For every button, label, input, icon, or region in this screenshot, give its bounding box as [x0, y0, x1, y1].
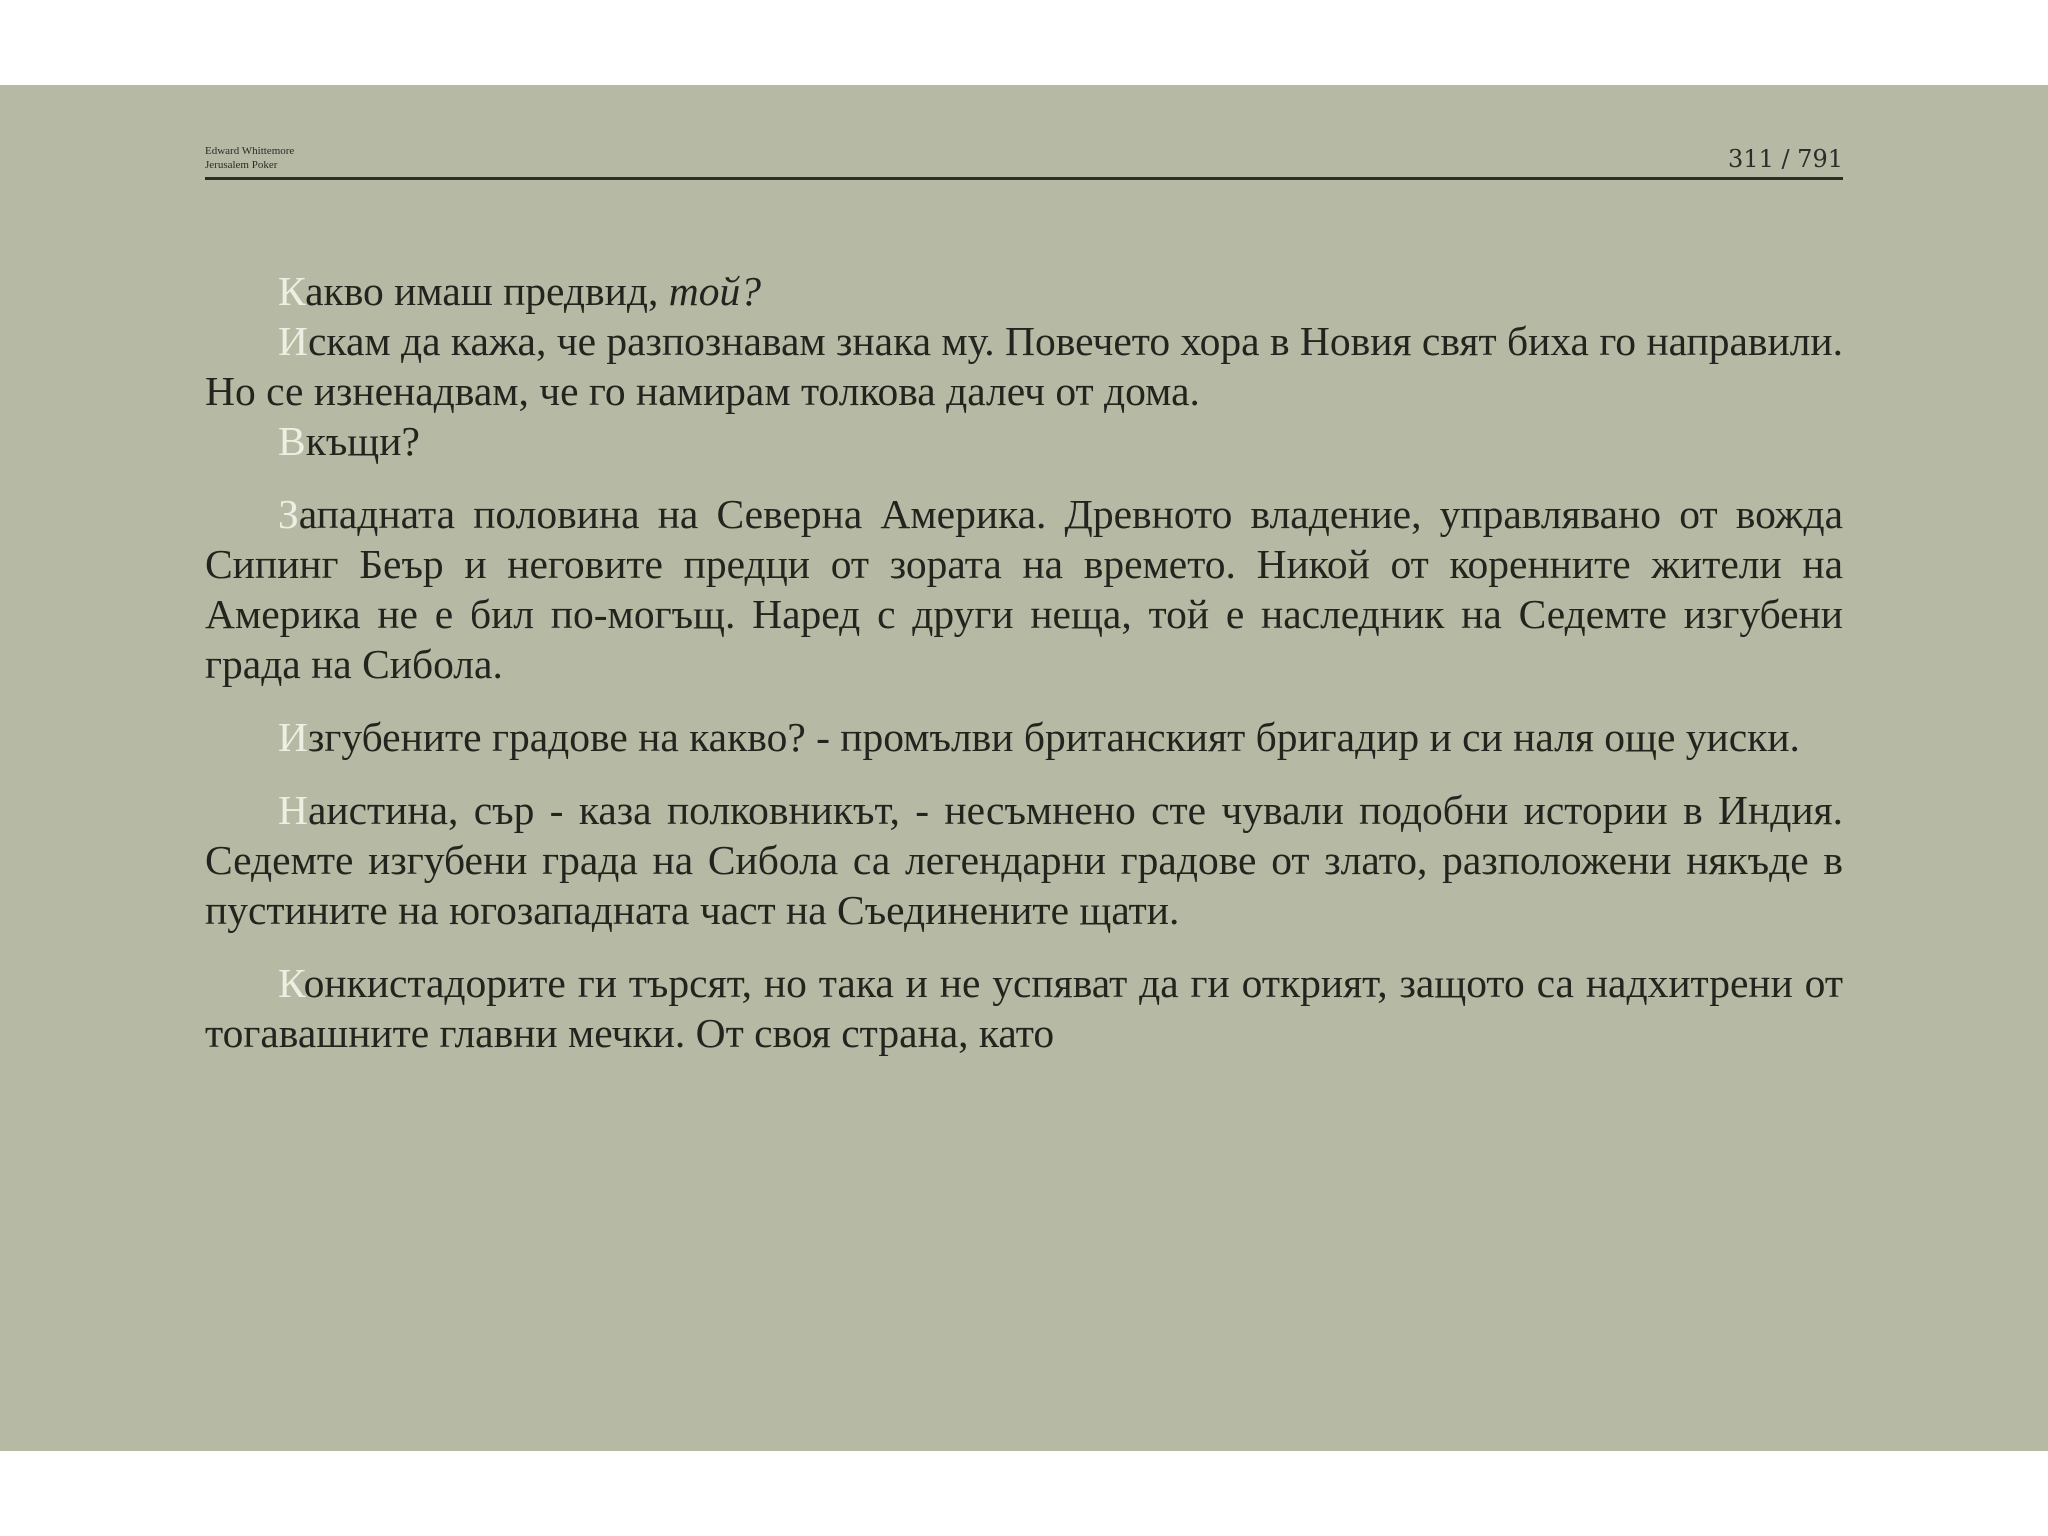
- first-letter: Н: [278, 787, 308, 833]
- paragraph-text: ападната половина на Северна Америка. Древното владение, управлявано от вожда Сипинг Беър и неговите предци от зората на времето. Никой от коренните жители на Америка не е бил по-могъщ. Наред с други неща, той е наследник на Седемте изгубени града на Сибола.: [205, 491, 1843, 687]
- paragraph: [205, 785, 1843, 935]
- paragraph: [205, 416, 1843, 466]
- italic-text: той?: [668, 268, 761, 314]
- book-title: Jerusalem Poker: [205, 159, 278, 171]
- paragraph-text: згубените градове на какво? - промълви британският бригадир и си наля още уиски.: [307, 714, 1800, 760]
- paragraph-text: акво имаш предвид,: [305, 268, 669, 314]
- paragraph: [205, 316, 1843, 416]
- paragraph: [205, 712, 1843, 762]
- paragraph-text: къщи?: [305, 418, 420, 464]
- paragraph: [205, 958, 1843, 1058]
- paragraph-text: онкистадорите ги търсят, но така и не успяват да ги открият, защото са надхитрени от тогавашните главни мечки. От своя страна, като: [205, 960, 1843, 1056]
- first-letter: К: [278, 268, 306, 314]
- paragraph-text: скам да кажа, че разпознавам знака му. Повечето хора в Новия свят биха го направили. Но се изненадвам, че го намирам толкова далеч от дома.: [205, 318, 1843, 414]
- paragraph: [205, 266, 1843, 316]
- book-text: [205, 266, 1843, 1058]
- paragraph: [205, 489, 1843, 689]
- author-name: Edward Whittemore: [205, 145, 295, 157]
- first-letter: В: [278, 418, 306, 464]
- page-counter: 311 / 791: [1728, 145, 1843, 173]
- page-header: [205, 137, 1843, 180]
- first-letter: З: [278, 491, 299, 537]
- first-letter: И: [278, 714, 308, 760]
- first-letter: К: [278, 960, 304, 1006]
- paragraph-text: аистина, сър - каза полковникът, - несъмнено сте чували подобни истории в Индия. Седемте изгубени града на Сибола са легендарни градове от злато, разположени някъде в пустините на югозападната част на Съединените щати.: [205, 787, 1843, 933]
- book-meta: [205, 144, 294, 172]
- first-letter: И: [278, 318, 308, 364]
